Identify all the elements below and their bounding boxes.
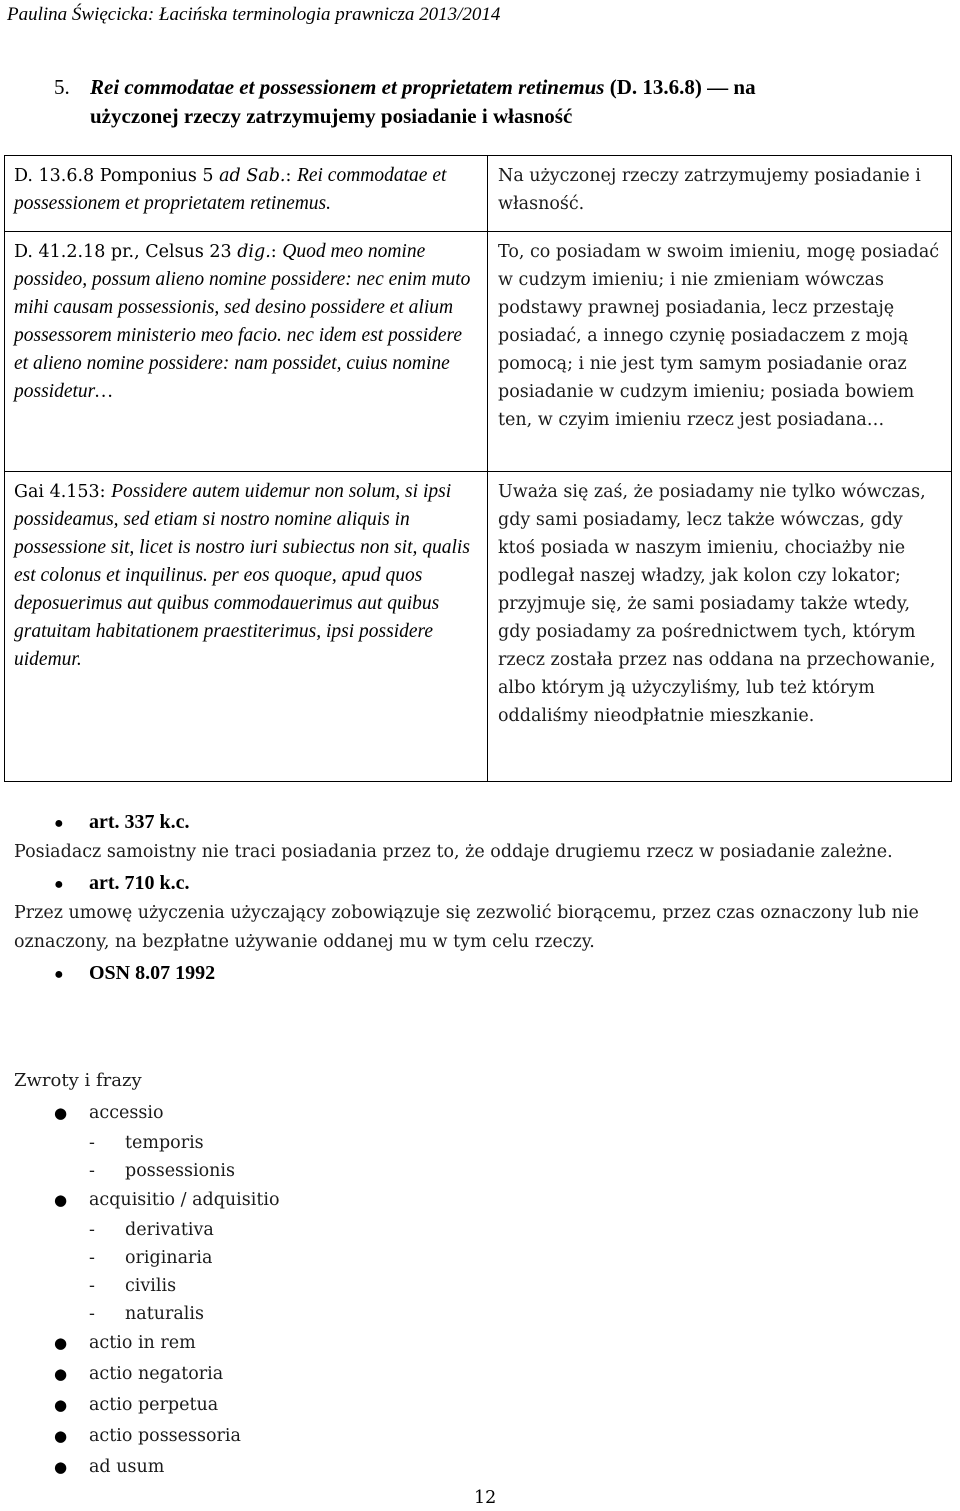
term-label: actio negatoria bbox=[89, 1364, 224, 1384]
list-item bbox=[54, 869, 944, 899]
bullet-icon: ● bbox=[54, 815, 64, 832]
term-label: ad usum bbox=[89, 1457, 165, 1477]
bullet-icon: ● bbox=[54, 1458, 68, 1476]
latin-text: Quod meo nomine possideo, possum alieno nomine possidere: nec enim muto mihi causam possessionis, sed desino possidere et alium possessorem ministerio meo facio. nec idem est possidere et alieno nomine possidere: nam possidet, cuius nomine possidetur… bbox=[14, 241, 471, 402]
list-item bbox=[54, 1421, 914, 1452]
list-item bbox=[54, 1452, 914, 1483]
section-title-latin: Rei commodatae et possessionem et proprietatem retinemus bbox=[90, 75, 605, 99]
bullet-icon: ● bbox=[54, 1334, 68, 1352]
polish-cell bbox=[488, 156, 952, 232]
phrases-heading: Zwroty i frazy bbox=[14, 1070, 142, 1091]
source-reference: D. 41.2.18 pr., Celsus 23 dig.: bbox=[14, 242, 283, 262]
polish-text: To, co posiadam w swoim imieniu, mogę posiadać w cudzym imieniu; i nie zmieniam wówczas podstawy prawnej posiadania, lecz przestaję posiadać, a innego czynię posiadaczem z moją pomocą; i nie jest tym samym posiadanie oraz posiadanie w cudzym imieniu; posiada bowiem ten, w czyim imieniu rzecz jest posiadana… bbox=[498, 242, 940, 430]
sub-item: - originaria bbox=[89, 1244, 914, 1272]
section-number: 5. bbox=[54, 75, 70, 99]
list-item bbox=[54, 1328, 914, 1359]
article-label: OSN 8.07 1992 bbox=[89, 962, 216, 984]
list-item bbox=[54, 808, 944, 838]
latin-cell bbox=[5, 156, 488, 232]
latin-cell bbox=[5, 232, 488, 472]
article-text: Przez umowę użyczenia użyczający zobowiązuje się zezwolić biorącemu, przez czas oznaczony lub nie oznaczony, na bezpłatne używanie oddanej mu w tym celu rzeczy. bbox=[14, 903, 919, 952]
list-item bbox=[54, 1185, 914, 1216]
latin-text: Rei commodatae et possessionem et proprietatem retinemus. bbox=[14, 165, 447, 214]
bullet-icon: ● bbox=[54, 966, 64, 983]
source-reference: D. 13.6.8 Pomponius 5 ad Sab.: bbox=[14, 166, 297, 186]
dash-icon: - bbox=[89, 1133, 95, 1153]
articles-section bbox=[14, 808, 944, 989]
bullet-icon: ● bbox=[54, 876, 64, 893]
bullet-icon: ● bbox=[54, 1191, 68, 1209]
sub-item: - derivativa bbox=[89, 1216, 914, 1244]
dash-icon: - bbox=[89, 1220, 95, 1240]
dash-icon: - bbox=[89, 1248, 95, 1268]
bullet-icon: ● bbox=[54, 1396, 68, 1414]
dash-icon: - bbox=[89, 1161, 95, 1181]
sub-item: - civilis bbox=[89, 1272, 914, 1300]
article-label: art. 710 k.c. bbox=[89, 872, 190, 894]
term-label: actio perpetua bbox=[89, 1395, 219, 1415]
term-label: actio in rem bbox=[89, 1333, 196, 1353]
sub-item: - possessionis bbox=[89, 1157, 914, 1185]
latin-text: Possidere autem uidemur non solum, si ipsi possideamus, sed etiam si nostro nomine aliquis in possessione sit, licet is nostro iuri subiectus non sit, qualis est colonus et inquilinus. per eos quoque, apud quos deposuerimus aut quibus commodauerimus aut quibus gratuitam habitationem praestiterimus, ipsi possidere uidemur. bbox=[14, 481, 470, 670]
bullet-icon: ● bbox=[54, 1427, 68, 1445]
polish-cell bbox=[488, 232, 952, 472]
sub-item: - naturalis bbox=[89, 1300, 914, 1328]
dash-icon: - bbox=[89, 1304, 95, 1324]
article-text: Posiadacz samoistny nie traci posiadania przez to, że oddaje drugiemu rzecz w posiadanie zależne. bbox=[14, 842, 893, 862]
latin-cell bbox=[5, 472, 488, 782]
list-item bbox=[54, 1359, 914, 1390]
source-reference: Gai 4.153: bbox=[14, 482, 112, 502]
list-item bbox=[54, 1390, 914, 1421]
table-row bbox=[5, 472, 952, 782]
page-number: 12 bbox=[474, 1488, 497, 1508]
dash-icon: - bbox=[89, 1276, 95, 1296]
polish-text: Na użyczonej rzeczy zatrzymujemy posiadanie i własność. bbox=[498, 166, 921, 214]
table-row bbox=[5, 232, 952, 472]
article-label: art. 337 k.c. bbox=[89, 811, 190, 833]
term-label: accessio bbox=[89, 1103, 164, 1123]
sub-item: - temporis bbox=[89, 1129, 914, 1157]
running-head: Paulina Święcicka: Łacińska terminologia prawnicza 2013/2014 bbox=[7, 4, 501, 25]
term-label: actio possessoria bbox=[89, 1426, 241, 1446]
table-row bbox=[5, 156, 952, 232]
section-heading bbox=[54, 73, 934, 131]
list-item bbox=[54, 959, 944, 989]
section-title-polish: użyczonej rzeczy zatrzymujemy posiadanie i własność bbox=[90, 104, 573, 128]
polish-cell bbox=[488, 472, 952, 782]
bullet-icon: ● bbox=[54, 1365, 68, 1383]
list-item bbox=[54, 1098, 914, 1129]
sources-table bbox=[4, 155, 952, 782]
phrases-section bbox=[14, 1066, 914, 1483]
term-label: acquisitio / adquisitio bbox=[89, 1190, 280, 1210]
section-title-ref: (D. 13.6.8) –– na bbox=[609, 75, 756, 99]
bullet-icon: ● bbox=[54, 1104, 68, 1122]
polish-text: Uważa się zaś, że posiadamy nie tylko wówczas, gdy sami posiadamy, lecz także wówczas, gdy ktoś posiada w naszym imieniu, chociażby nie podlegał naszej władzy, jak kolon czy lokator; przyjmuje się, że sami posiadamy także wtedy, gdy posiadamy za pośrednictwem tych, którym rzecz została przez nas oddana na przechowanie, albo którym ją użyczyliśmy, lub też którym oddaliśmy nieodpłatnie mieszkanie. bbox=[498, 482, 936, 726]
